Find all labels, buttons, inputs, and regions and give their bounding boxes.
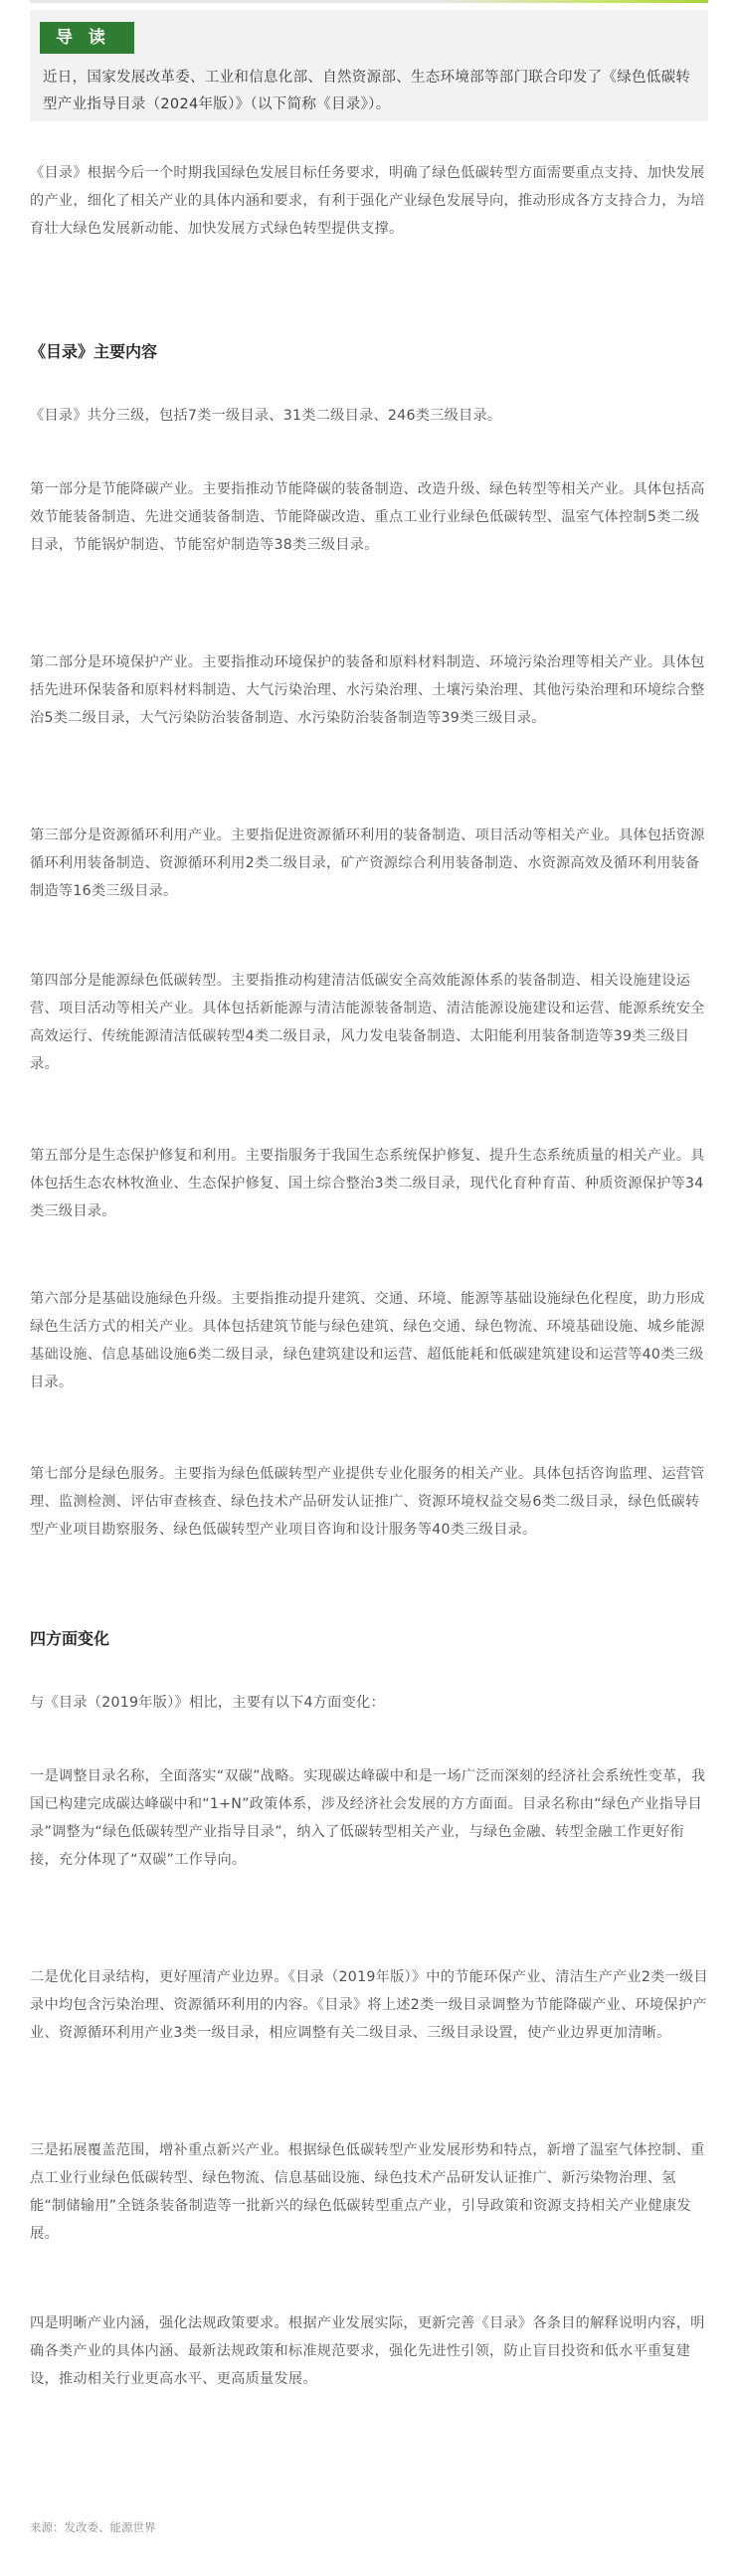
paragraph-change-4: 四是明晰产业内涵，强化法规政策要求。根据产业发展实际，更新完善《目录》各条目的解释说明内容，明确各类产业的具体内涵、最新法规政策和标准规范要求，强化先进性引领，防止盲目投资和低水平重复建设，推动相关行业更高水平、更高质量发展。 — [30, 2315, 705, 2387]
paragraph-part-2: 第二部分是环境保护产业。主要指推动环境保护的装备和原料材料制造、环境污染治理等相关产业。具体包括先进环保装备和原料材料制造、大气污染治理、水污染治理、土壤污染治理、其他污染治理和环境综合整治5类二级目录，大气污染防治装备制造、水污染防治装备制造等39类三级目录。 — [30, 654, 705, 726]
paragraph-part-5: 第五部分是生态保护修复和利用。主要指服务于我国生态系统保护修复、提升生态系统质量的相关产业。具体包括生态农林牧渔业、生态保护修复、国土综合整治3类二级目录，现代化育种育苗、种质资源保护等34类三级目录。 — [30, 1148, 705, 1219]
intro-text: 近日，国家发展改革委、工业和信息化部、自然资源部、生态环境部等部门联合印发了《绿色低碳转型产业指导目录（2024年版）》（以下简称《目录》）。 — [43, 70, 691, 112]
paragraph-changes-intro: 与《目录（2019年版）》相比，主要有以下4方面变化： — [30, 1695, 385, 1711]
intro-tag: 导 读 — [40, 22, 134, 54]
top-divider-line — [30, 0, 708, 3]
paragraph-overview: 《目录》根据今后一个时期我国绿色发展目标任务要求，明确了绿色低碳转型方面需要重点支持、加快发展的产业，细化了相关产业的具体内涵和要求，有利于强化产业绿色发展导向，推动形成各方支持合力，为培育壮大绿色发展新动能、加快发展方式绿色转型提供支撑。 — [30, 165, 705, 237]
paragraph-part-3: 第三部分是资源循环利用产业。主要指促进资源循环利用的装备制造、项目活动等相关产业。具体包括资源循环利用装备制造、资源循环利用2类二级目录，矿产资源综合利用装备制造、水资源高效及循环利用装备制造等16类三级目录。 — [30, 828, 705, 899]
source-note: 来源：发改委、能源世界 — [30, 2520, 156, 2534]
paragraph-part-7: 第七部分是绿色服务。主要指为绿色低碳转型产业提供专业化服务的相关产业。具体包括咨询监理、运营管理、监测检测、评估审查核查、绿色技术产品研发认证推广、资源环境权益交易6类二级目录，绿色低碳转型产业项目勘察服务、绿色低碳转型产业项目咨询和设计服务等40类三级目录。 — [30, 1466, 705, 1538]
paragraph-part-6: 第六部分是基础设施绿色升级。主要指推动提升建筑、交通、环境、能源等基础设施绿色化程度，助力形成绿色生活方式的相关产业。具体包括建筑节能与绿色建筑、绿色交通、绿色物流、环境基础设施、城乡能源基础设施、信息基础设施6类二级目录，绿色建筑建设和运营、超低能耗和低碳建筑建设和运营等40类三级目录。 — [30, 1291, 705, 1390]
paragraph-part-4: 第四部分是能源绿色低碳转型。主要指推动构建清洁低碳安全高效能源体系的装备制造、相关设施建设运营、项目活动等相关产业。具体包括新能源与清洁能源装备制造、清洁能源设施建设和运营、能源系统安全高效运行、传统能源清洁低碳转型4类二级目录，风力发电装备制造、太阳能利用装备制造等39类三级目录。 — [30, 973, 705, 1072]
paragraph-change-2: 二是优化目录结构，更好厘清产业边界。《目录（2019年版）》中的节能环保产业、清洁生产产业2类一级目录中均包含污染治理、资源循环利用的内容。《目录》将上述2类一级目录调整为节能降碳产业、环境保护产业、资源循环利用产业3类一级目录，相应调整有关二级目录、三级目录设置，使产业边界更加清晰。 — [30, 1969, 708, 2041]
intro-box — [30, 10, 708, 121]
paragraph-part-1: 第一部分是节能降碳产业。主要指推动节能降碳的装备制造、改造升级、绿色转型等相关产业。具体包括高效节能装备制造、先进交通装备制造、节能降碳改造、重点工业行业绿色低碳转型、温室气体控制5类二级目录，节能锅炉制造、节能窑炉制造等38类三级目录。 — [30, 481, 705, 553]
paragraph-change-1: 一是调整目录名称，全面落实“双碳”战略。实现碳达峰碳中和是一场广泛而深刻的经济社会系统性变革，我国已构建完成碳达峰碳中和“1+N”政策体系，涉及经济社会发展的方方面面。目录名称由“绿色产业指导目录”调整为“绿色低碳转型产业指导目录”，纳入了低碳转型相关产业，与绿色金融、转型金融工作更好衔接，充分体现了“双碳”工作导向。 — [30, 1768, 706, 1868]
section-heading-main-content: 《目录》主要内容 — [30, 342, 158, 361]
paragraph-levels: 《目录》共分三级，包括7类一级目录、31类二级目录、246类三级目录。 — [30, 408, 502, 424]
paragraph-change-3: 三是拓展覆盖范围，增补重点新兴产业。根据绿色低碳转型产业发展形势和特点，新增了温室气体控制、重点工业行业绿色低碳转型、绿色物流、信息基础设施、绿色技术产品研发认证推广、新污染物治理、氢能“制储输用”全链条装备制造等一批新兴的绿色低碳转型重点产业，引导政策和资源支持相关产业健康发展。 — [30, 2142, 705, 2242]
section-heading-four-changes: 四方面变化 — [30, 1629, 110, 1648]
